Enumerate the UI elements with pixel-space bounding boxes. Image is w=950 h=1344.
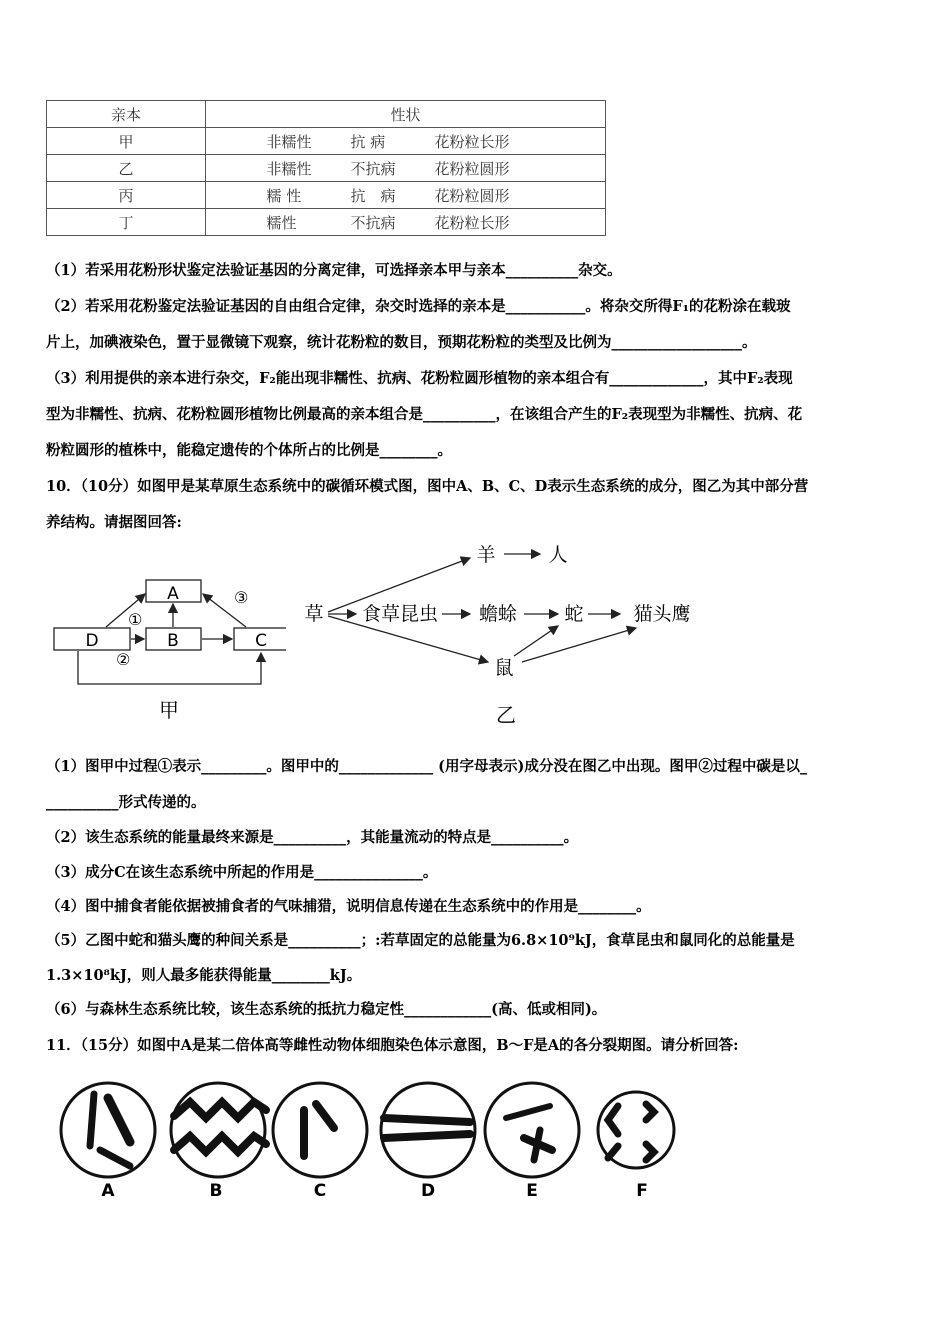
q10-stem: 养结构。请据图回答: xyxy=(46,514,182,531)
label-d: D xyxy=(85,631,99,651)
node-grass: 草 xyxy=(304,603,324,625)
q10-sub: （1）图甲中过程①表示_________。图甲中的_____________ (用字母表示)成分没在图乙中出现。图甲②过程中碳是以_ xyxy=(46,758,808,775)
q9-line: （1）若采用花粉形状鉴定法验证基因的分离定律，可选择亲本甲与亲本__________杂交。 xyxy=(46,262,622,279)
trait-cell: 不抗病 xyxy=(350,213,396,232)
q10-sub: （6）与森林生态系统比较，该生态系统的抵抗力稳定性____________(高、低或相同)。 xyxy=(46,1001,607,1018)
q10-sub: __________形式传递的。 xyxy=(46,794,206,811)
trait-cell: 不抗病 xyxy=(350,159,396,178)
process-3-label: ③ xyxy=(234,588,249,607)
parent-cell: 丁 xyxy=(47,209,206,236)
trait-cell: 花粉粒圆形 xyxy=(434,186,510,205)
cell-label-c: C xyxy=(313,1181,327,1201)
cell-label-d: D xyxy=(420,1181,436,1201)
header-parent: 亲本 xyxy=(47,101,206,128)
cell-label-a: A xyxy=(101,1181,115,1201)
cell-division-figure xyxy=(56,1080,676,1202)
q10-stem: 10．（10分）如图甲是某草原生态系统中的碳循环模式图，图中A、B、C、D表示生态系统的成分，图乙为其中部分营 xyxy=(46,478,809,495)
trait-cell: 糯性 xyxy=(266,213,297,232)
node-human: 人 xyxy=(548,544,568,566)
trait-cell: 花粉粒长形 xyxy=(434,132,510,151)
trait-cell: 抗 病 xyxy=(350,186,396,205)
q10-sub: 1.3×10⁸kJ，则人最多能获得能量________kJ。 xyxy=(46,967,362,984)
node-owl: 猫头鹰 xyxy=(633,603,691,625)
table-row xyxy=(47,128,606,155)
q10-sub: （2）该生态系统的能量最终来源是__________，其能量流动的特点是__________。 xyxy=(46,829,579,846)
parent-cell: 乙 xyxy=(47,155,206,182)
caption-jia: 甲 xyxy=(159,698,179,722)
parent-cell: 甲 xyxy=(47,128,206,155)
label-a: A xyxy=(167,584,179,604)
trait-cell: 非糯性 xyxy=(266,132,312,151)
q9-line: （2）若采用花粉鉴定法验证基因的自由组合定律，杂交时选择的亲本是___________。将杂交所得F₁的花粉涂在载玻 xyxy=(46,298,791,315)
q9-line: 粉粒圆形的植株中，能稳定遗传的个体所占的比例是________。 xyxy=(46,442,452,459)
trait-cell: 非糯性 xyxy=(266,159,312,178)
parent-traits-table xyxy=(46,100,606,236)
process-1-label: ① xyxy=(128,610,143,629)
q11-stem: 11．（15分）如图中A是某二倍体高等雌性动物体细胞染色体示意图，B～F是A的各分裂期图。请分析回答: xyxy=(46,1037,739,1054)
q9-line: 片上，加碘液染色，置于显微镜下观察，统计花粉粒的数目，预期花粉粒的类型及比例为__________________。 xyxy=(46,334,757,351)
q9-line: 型为非糯性、抗病、花粉粒圆形植物比例最高的亲本组合是__________，在该组合产生的F₂表现型为非糯性、抗病、花 xyxy=(46,406,803,423)
trait-cell: 糯 性 xyxy=(266,186,302,205)
carbon-cycle-figure xyxy=(46,572,286,722)
node-snake: 蛇 xyxy=(564,603,584,625)
trait-cell: 花粉粒长形 xyxy=(434,213,510,232)
cell-label-b: B xyxy=(209,1181,223,1201)
caption-yi: 乙 xyxy=(496,703,516,727)
q10-sub: （5）乙图中蛇和猫头鹰的种间关系是__________；:若草固定的总能量为6.8×10⁹kJ，食草昆虫和鼠同化的总能量是 xyxy=(46,932,795,949)
cell-label-e: E xyxy=(526,1181,538,1201)
node-toad: 蟾蜍 xyxy=(478,603,518,625)
node-mouse: 鼠 xyxy=(494,657,514,679)
q10-sub: （3）成分C在该生态系统中所起的作用是_______________。 xyxy=(46,864,438,881)
label-b: B xyxy=(167,631,179,651)
table-row xyxy=(47,155,606,182)
node-sheep: 羊 xyxy=(476,544,496,566)
table-row xyxy=(47,209,606,236)
q10-sub: （4）图中捕食者能依据被捕食者的气味捕猎，说明信息传递在生态系统中的作用是________。 xyxy=(46,898,651,915)
node-insect: 食草昆虫 xyxy=(361,603,439,625)
q9-line: （3）利用提供的亲本进行杂交，F₂能出现非糯性、抗病、花粉粒圆形植物的亲本组合有_____________，其中F₂表现 xyxy=(46,370,793,387)
cell-label-f: F xyxy=(636,1181,648,1201)
process-2-label: ② xyxy=(116,650,131,669)
label-c: C xyxy=(255,631,267,651)
parent-cell: 丙 xyxy=(47,182,206,209)
trait-cell: 抗 病 xyxy=(350,132,386,151)
trait-cell: 花粉粒圆形 xyxy=(434,159,510,178)
header-traits: 性状 xyxy=(206,101,606,128)
table-row xyxy=(47,182,606,209)
food-web-figure xyxy=(300,534,710,730)
